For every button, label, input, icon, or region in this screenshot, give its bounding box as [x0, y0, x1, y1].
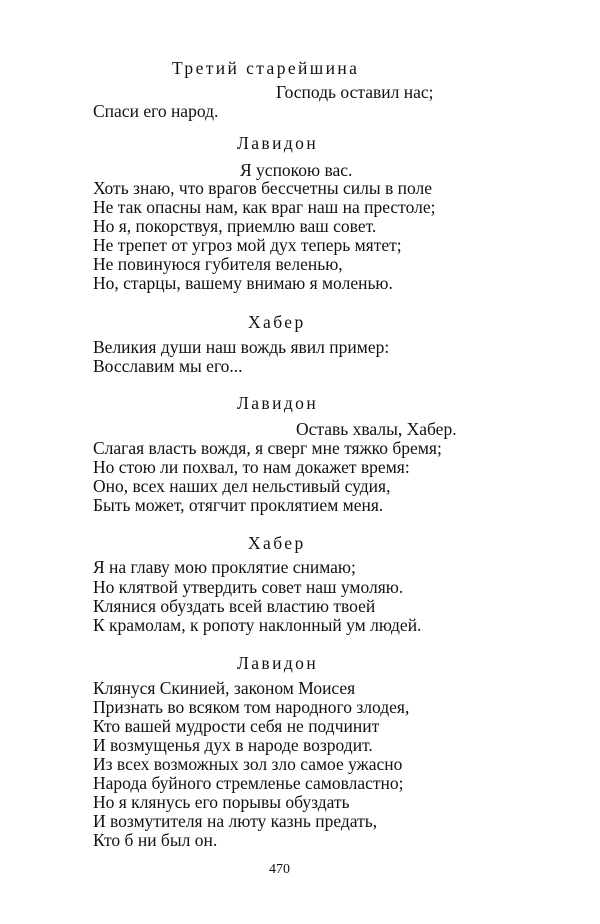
verse-line: К крамолам, к ропоту наклонный ум людей.: [93, 615, 422, 635]
verse-line: Но клятвой утвердить совет наш умоляю.: [93, 577, 404, 597]
verse-line: И возмутителя на люту казнь предать,: [93, 811, 378, 831]
speaker-heading: Лавидон: [237, 133, 319, 153]
verse-line: Кто вашей мудрости себя не подчинит: [93, 716, 380, 736]
page-number: 470: [269, 862, 290, 877]
verse-line: Оставь хвалы, Хабер.: [296, 419, 457, 439]
verse-line: Но, старцы, вашему внимаю я моленью.: [93, 273, 393, 293]
verse-line: Клянися обуздать всей властию твоей: [93, 596, 376, 616]
verse-line: Оно, всех наших дел нельстивый судия,: [93, 476, 391, 496]
speaker-heading: Лавидон: [237, 653, 319, 673]
verse-line: Господь оставил нас;: [276, 82, 434, 102]
verse-line: Но я, покорствуя, приемлю ваш совет.: [93, 216, 377, 236]
verse-line: Кто б ни был он.: [93, 830, 218, 850]
verse-line: Восславим мы его...: [93, 356, 243, 376]
verse-line: И возмущенья дух в народе возродит.: [93, 735, 373, 755]
verse-line: Хоть знаю, что врагов бессчетны силы в поле: [93, 178, 432, 198]
verse-line: Не повинуюся губителя веленью,: [93, 254, 343, 274]
speaker-heading: Хабер: [248, 312, 306, 332]
verse-line: Признать во всяком том народного злодея,: [93, 697, 410, 717]
speaker-heading: Третий старейшина: [172, 58, 360, 78]
verse-line: Клянуся Скинией, законом Моисея: [93, 678, 356, 698]
speaker-heading: Лавидон: [237, 393, 319, 413]
verse-line: Спаси его народ.: [93, 101, 219, 121]
speaker-heading: Хабер: [248, 533, 306, 553]
verse-line: Но стою ли похвал, то нам докажет время:: [93, 457, 410, 477]
verse-line: Быть может, отягчит проклятием меня.: [93, 495, 384, 515]
verse-line: Из всех возможных зол зло самое ужасно: [93, 754, 403, 774]
verse-line: Я на главу мою проклятие снимаю;: [93, 557, 356, 577]
verse-line: Великия души наш вождь явил пример:: [93, 337, 390, 357]
verse-line: Не трепет от угроз мой дух теперь мятет;: [93, 235, 402, 255]
verse-line: Народа буйного стремленье самовластно;: [93, 773, 404, 793]
verse-line: Не так опасны нам, как враг наш на престоле;: [93, 197, 436, 217]
verse-line: Но я клянусь его порывы обуздать: [93, 792, 350, 812]
verse-line: Слагая власть вождя, я сверг мне тяжко бремя;: [93, 438, 442, 458]
verse-line: Я успокою вас.: [240, 160, 353, 180]
